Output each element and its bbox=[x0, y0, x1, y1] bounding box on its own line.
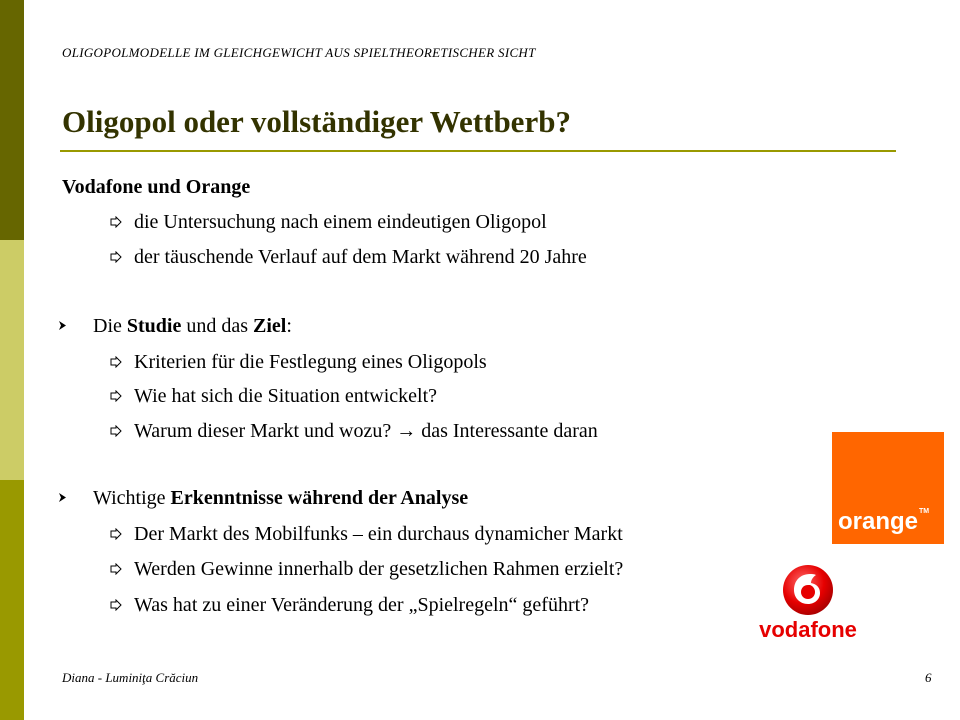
hollow-arrow-icon bbox=[110, 216, 122, 228]
section-heading: Vodafone und Orange bbox=[62, 176, 251, 198]
diamond-arrow-icon bbox=[58, 493, 67, 502]
bullet-heading-findings: Wichtige Erkenntnisse während der Analyse bbox=[93, 487, 468, 510]
orange-logo bbox=[832, 432, 944, 544]
list-item bbox=[134, 594, 589, 617]
vodafone-logo-text: vodafone bbox=[759, 617, 857, 642]
orange-logo-text: orange™ bbox=[838, 508, 930, 535]
diamond-arrow-icon bbox=[58, 321, 67, 330]
decor-bar-top bbox=[0, 0, 24, 240]
hollow-arrow-icon bbox=[110, 425, 122, 437]
hollow-arrow-icon bbox=[110, 599, 122, 611]
slide-title: Oligopol oder vollständiger Wettberb? bbox=[62, 104, 571, 139]
slide-header: OLIGOPOLMODELLE IM GLEICHGEWICHT AUS SPIELTHEORETISCHER SICHT bbox=[62, 45, 536, 60]
hollow-arrow-icon bbox=[110, 251, 122, 263]
page-number: 6 bbox=[925, 670, 932, 685]
hollow-arrow-icon bbox=[110, 563, 122, 575]
hollow-arrow-icon bbox=[110, 528, 122, 540]
list-item-text: Wie hat sich die Situation entwickelt? bbox=[134, 385, 437, 407]
list-item-text: Was hat zu einer Veränderung der „Spielregeln“ geführt? bbox=[134, 594, 590, 616]
list-item bbox=[134, 385, 437, 408]
decor-bar-bottom bbox=[0, 480, 24, 720]
list-item bbox=[134, 351, 487, 374]
list-item-text: Kriterien für die Festlegung eines Oligopols bbox=[134, 351, 487, 373]
list-item-text: Werden Gewinne innerhalb der gesetzlichen Rahmen erzielt? bbox=[134, 558, 624, 580]
emphasis-goal: Ziel bbox=[253, 315, 287, 337]
title-underline bbox=[60, 150, 896, 152]
list-item-text: Der Markt des Mobilfunks – ein durchaus dynamicher Markt bbox=[134, 523, 623, 545]
list-item bbox=[134, 420, 598, 443]
vodafone-speechmark-icon bbox=[752, 564, 864, 616]
footer-author: Diana - Luminiţa Crăciun bbox=[62, 670, 199, 685]
list-item-text: der täuschende Verlauf auf dem Markt während 20 Jahre bbox=[134, 246, 587, 268]
emphasis-findings: Erkenntnisse während der Analyse bbox=[170, 487, 469, 509]
list-item bbox=[134, 523, 623, 546]
bullet-heading-study: Die Studie und das Ziel: bbox=[93, 315, 292, 338]
hollow-arrow-icon bbox=[110, 356, 122, 368]
hollow-arrow-icon bbox=[110, 390, 122, 402]
vodafone-logo bbox=[752, 564, 864, 644]
list-item-text: die Untersuchung nach einem eindeutigen Oligopol bbox=[134, 211, 547, 233]
list-item bbox=[134, 558, 623, 581]
list-item-text: Warum dieser Markt und wozu? → das Interessante daran bbox=[134, 420, 598, 442]
emphasis-study: Studie bbox=[126, 315, 182, 337]
list-item bbox=[134, 246, 587, 269]
decor-bar-middle bbox=[0, 240, 24, 480]
list-item bbox=[134, 211, 547, 234]
